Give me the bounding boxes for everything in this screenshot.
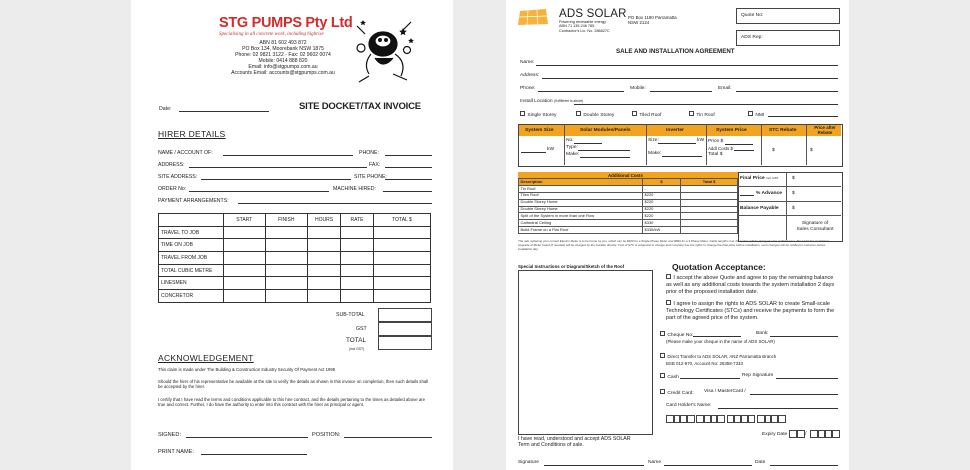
row-label: LINESMEN: [159, 277, 224, 290]
checkbox-icon: [632, 111, 637, 116]
panel-make-label: Make:: [566, 152, 580, 157]
order-no-field[interactable]: [189, 191, 329, 192]
nmi-option[interactable]: NMI: [748, 111, 764, 119]
ads-brand: ADS SOLAR: [559, 8, 627, 20]
nmi-field[interactable]: [768, 116, 838, 117]
table-row[interactable]: [159, 264, 431, 277]
special-instructions-label: Special Instructions or Diagram/Sketch of the Roof: [518, 264, 625, 269]
qa-paragraph-1: I accept the above Quote and agree to pay the remaining balance as well as any additional costs towards the system installation 2 days prior of the proposed installation date.: [666, 275, 835, 295]
bank-label: Bank:: [756, 331, 769, 336]
panel-no-label: No:: [566, 138, 574, 143]
table-header-cell: FINISH: [265, 214, 307, 227]
bottom-name-field[interactable]: [664, 465, 752, 466]
phone-label: Phone:: [520, 86, 536, 91]
payment-arrangements-label: PAYMENT ARRANGEMENTS:: [158, 198, 229, 204]
table-row[interactable]: [159, 277, 431, 290]
expiry-separator: /: [805, 431, 807, 437]
inverter-kw-unit: kW: [697, 138, 705, 143]
balance-payable-label: Balance Payable: [740, 206, 779, 211]
cheque-note: (Please make your cheque in the name of ADS SOLAR): [666, 339, 775, 344]
checkbox-icon[interactable]: [666, 274, 671, 279]
terms-acceptance: I have read, understood and accept ADS SOLAR Term and Conditions of sale.: [518, 436, 631, 449]
system-price-header: System Price: [716, 128, 747, 133]
total-label: TOTAL: [346, 337, 367, 344]
name-field[interactable]: [536, 65, 838, 66]
inverter-size-label: Size:: [648, 138, 659, 143]
table-row[interactable]: Cathedral Ceiling $330: [519, 220, 738, 227]
rep-signature-label: Rep Signature: [742, 373, 774, 378]
ads-rep-box[interactable]: [736, 30, 840, 46]
phone-label: PHONE:: [359, 150, 379, 156]
add-header-dollar: $: [643, 179, 681, 186]
addl-costs-field[interactable]: [734, 150, 754, 151]
date-label: Date:: [159, 106, 172, 112]
bank-field[interactable]: [770, 336, 838, 337]
ads-agreement-page: [506, 0, 849, 470]
site-phone-label: SITE PHONE:: [354, 174, 387, 180]
add-costs-header-row: [519, 179, 738, 186]
subtotal-label: SUB-TOTAL: [336, 312, 365, 318]
docket-title: SITE DOCKET/TAX INVOICE: [299, 101, 421, 112]
solar-modules-header: Solar Modules/Panels: [580, 128, 631, 133]
hirer-details-heading: HIRER DETAILS: [158, 129, 226, 139]
table-header-cell: RATE: [341, 214, 374, 227]
fax-field[interactable]: [385, 167, 432, 168]
consultant-signature-label: Signature of Sales Consultant: [796, 221, 834, 232]
site-phone-field[interactable]: [385, 179, 432, 180]
additional-costs-title: Additional Costs: [608, 172, 643, 178]
checkbox-icon[interactable]: [666, 300, 671, 305]
phone-field[interactable]: [538, 91, 624, 92]
kw-unit: kW: [547, 147, 555, 152]
panel-type-label: Type:: [566, 145, 578, 150]
position-field[interactable]: [344, 437, 432, 438]
stc-dollar: $: [772, 148, 775, 153]
fax-label: FAX:: [369, 162, 381, 168]
order-no-label: ORDER No:: [158, 186, 187, 192]
additional-costs-table: [518, 178, 738, 234]
payment-arrangements-field[interactable]: [238, 203, 432, 204]
total-note: (incl GST): [349, 347, 365, 351]
bottom-date-field[interactable]: [770, 465, 838, 466]
row-label: CONCRETOR: [159, 290, 224, 303]
table-row[interactable]: Tilen Roof $220: [519, 192, 738, 199]
row-label: TRAVEL TO JOB: [159, 226, 224, 239]
checkbox-icon: [660, 389, 665, 394]
email-field[interactable]: [736, 91, 838, 92]
table-row[interactable]: Double Storey Home $220: [519, 199, 738, 206]
table-row[interactable]: Tin Roof -: [519, 185, 738, 192]
stg-brand: STG PUMPS Pty Ltd: [219, 15, 353, 31]
table-row[interactable]: [159, 252, 431, 265]
final-price-label: Final Price incl. GST: [740, 176, 779, 181]
storey-option[interactable]: Single Storey: [520, 111, 556, 119]
address-label: Address:: [520, 73, 540, 78]
machine-hired-field[interactable]: [383, 191, 432, 192]
install-location-label: Install Location (if different to above): [520, 99, 584, 104]
mobile-field[interactable]: [650, 91, 712, 92]
card-holder-label: Card Holder's Name:: [666, 403, 712, 408]
checkbox-icon: [576, 111, 581, 116]
inverter-size-field[interactable]: [658, 143, 696, 144]
pct-advance-label: % Advance: [756, 191, 782, 196]
checkbox-icon: [660, 373, 665, 378]
table-header-cell: HOURS: [308, 214, 341, 227]
checkbox-icon: [748, 111, 753, 116]
stg-address-block: ABN 81 602 493 872 PO Box 134, Moorebank NSW 1875 Phone: 02 9821 3122 - Fax: 02 9602 0074 Mobile: 0414 888 820 Email: info@stgpumps.com.au Accounts Email: accounts@stgpumps.com.au: [231, 40, 335, 77]
panel-no-field[interactable]: [574, 143, 602, 144]
final-price-field[interactable]: $: [792, 176, 795, 181]
date-field[interactable]: [179, 111, 269, 112]
gst-label: GST: [356, 326, 367, 332]
signature-label: Signature: [518, 460, 539, 465]
table-row[interactable]: [159, 239, 431, 252]
email-label: Email:: [718, 86, 732, 91]
system-size-header: System Size: [525, 128, 554, 133]
ack-paragraph-3: I certify that I have read the terms and conditions applicable to this hire contract, and the details pertaining to the times as detailed above are true and correct. Further, I do have the authority to enter into this contract with the hirer as principal or agent.: [158, 397, 426, 408]
bottom-name-label: Name: [648, 460, 662, 465]
addl-costs-label: Addl Costs $: [708, 145, 733, 151]
hire-times-table: [158, 213, 431, 303]
checkbox-icon: [689, 111, 694, 116]
gst-field[interactable]: [378, 322, 432, 336]
row-label: TRAVEL FROM JOB: [159, 252, 224, 265]
card-digit-box[interactable]: [716, 415, 725, 423]
subtotal-field[interactable]: [378, 308, 432, 322]
checkbox-icon: [660, 331, 665, 336]
signature-field[interactable]: [544, 465, 644, 466]
ack-paragraph-2: Should the hirer of his representative be available at the site to verify the details as shown in this invoice on completion, then such details shall be accepted by the hirer.: [158, 379, 429, 390]
row-label: TOTAL CUBIC METRE: [159, 264, 224, 277]
balance-payable-field[interactable]: $: [792, 206, 795, 211]
panel-make-field[interactable]: [580, 157, 630, 158]
inverter-make-field[interactable]: [662, 156, 702, 157]
name-label: Name:: [520, 60, 535, 65]
total-field[interactable]: [378, 336, 432, 350]
site-address-label: SITE ADDRESS:: [158, 174, 198, 180]
bottom-date-label: Date: [755, 460, 766, 465]
card-digit-box[interactable]: [747, 415, 756, 423]
storey-option[interactable]: Double Storey: [576, 111, 614, 119]
site-address-field[interactable]: [201, 179, 351, 180]
table-header-cell: TOTAL $: [374, 214, 431, 227]
quote-no-label: Quote No:: [741, 13, 764, 18]
solar-panel-logo-icon: [516, 8, 550, 26]
acknowledgement-heading: ACKNOWLEDGEMENT: [158, 353, 254, 363]
price-after-rebate-header: Price after Rebate: [814, 124, 836, 135]
cash-field[interactable]: [680, 378, 740, 379]
ads-rep-label: ADS Rep:: [741, 35, 763, 40]
advance-amount-field[interactable]: $: [792, 191, 795, 196]
ads-brand-tagline: Powering renewable energy ABN 71 135 246 785 Contractor's Lic. No. 286827C: [559, 20, 610, 33]
card-type-field[interactable]: [750, 394, 838, 395]
address-field[interactable]: [189, 167, 367, 168]
rep-signature-field[interactable]: [776, 378, 838, 379]
cash-option[interactable]: Cash: [660, 373, 679, 381]
stg-mascot-illustration: [353, 14, 419, 84]
signed-label: SIGNED:: [158, 432, 182, 438]
address-label: ADDRESS:: [158, 162, 185, 168]
expiry-box[interactable]: [831, 430, 840, 438]
name-account-field[interactable]: [223, 155, 353, 156]
phone-field[interactable]: [385, 155, 432, 156]
system-total-label: Total $: [708, 152, 723, 157]
position-label: POSITION:: [312, 432, 341, 438]
expiry-label: Expiry Date: [762, 432, 788, 437]
card-digit-box[interactable]: [777, 415, 786, 423]
add-header-total: Total $: [681, 179, 738, 186]
card-holder-field[interactable]: [718, 408, 838, 409]
stg-docket-page: [131, 0, 453, 470]
bank-details: BSB 012-970, Account No: 26358-7333: [666, 361, 743, 366]
expiry-box[interactable]: [796, 430, 805, 438]
address-field[interactable]: [542, 78, 838, 79]
inverter-header: Inverter: [666, 128, 684, 133]
after-rebate-dollar: $: [810, 148, 813, 153]
credit-card-option[interactable]: Credit Card:: [660, 389, 694, 397]
checkbox-icon: [520, 111, 525, 116]
quote-no-box[interactable]: [736, 8, 840, 24]
qa-paragraph-2: I agree to assign the rights to ADS SOLAR to create Small-scale Technology Certificates (STCs) and receive the payments to form the part of the agreed price of the system.: [666, 301, 835, 321]
signed-field[interactable]: [186, 437, 308, 438]
card-type-label: Visa / MasterCard /: [704, 389, 746, 394]
roof-option[interactable]: Tin Roof: [689, 111, 715, 119]
special-instructions-box[interactable]: [518, 270, 653, 435]
table-row[interactable]: Split of the System in more than one Row $220: [519, 213, 738, 220]
quotation-acceptance-heading: Quotation Acceptance:: [672, 262, 766, 272]
ads-address: PO Box 1190 Parramatta NSW 2124: [628, 15, 677, 26]
panel-type-field[interactable]: [578, 150, 630, 151]
machine-hired-label: MACHINE HIRED:: [333, 186, 376, 192]
pct-advance-field[interactable]: [740, 195, 754, 196]
add-header-description: Description: [519, 179, 643, 186]
inverter-make-label: Make:: [648, 151, 662, 156]
table-row[interactable]: Double Storey Home $220: [519, 206, 738, 213]
table-row[interactable]: Build Frame on a Flat Roof $335/kW: [519, 227, 738, 234]
system-size-field[interactable]: [521, 152, 546, 153]
mobile-label: Mobile:: [630, 86, 646, 91]
print-name-label: PRINT NAME:: [158, 449, 194, 455]
install-location-field[interactable]: [574, 104, 838, 105]
table-header-cell: START: [224, 214, 266, 227]
stg-tagline: Specialising in all concrete work, including highrise: [219, 32, 324, 37]
cheque-option[interactable]: Cheque No:: [660, 331, 694, 339]
cheque-no-field[interactable]: [693, 336, 741, 337]
name-account-label: NAME / ACCOUNT OF:: [158, 150, 213, 156]
ack-paragraph-1: This claim is made under The Building & Construction Industry Security Of Payment Act 1999: [158, 367, 336, 372]
stc-rebate-header: STC Rebate: [769, 128, 797, 133]
table-header-cell: [159, 214, 224, 227]
direct-transfer-option[interactable]: Direct Transfer to ADS SOLAR, ANZ Parramatta Branch: [660, 353, 776, 360]
table-row[interactable]: [159, 290, 431, 303]
row-label: TIME ON JOB: [159, 239, 224, 252]
table-row[interactable]: [159, 226, 431, 239]
fine-print: The rate replacing your current Electric Meter is to be borne by you, which can be $400 for a Single Phase Meter and $800 for a 3 Phase Meter. Cable lengths over 20 metres will be charged extra at $10/meter. The Valid For installation. Upgrade of Meter board (if needed) will be charged by the installer directly. Cost of STC is subjected to change and company has the rights to change the final price before installation, such changes will be notified to customer before installation day.: [518, 239, 830, 251]
price-label: Price $: [708, 139, 724, 144]
print-name-field[interactable]: [201, 454, 307, 455]
agreement-title: SALE AND INSTALLATION AGREEMENT: [616, 48, 735, 55]
checkbox-icon: [660, 353, 665, 358]
table-header-row: [159, 214, 431, 227]
roof-option[interactable]: Tiled Roof: [632, 111, 662, 119]
card-digit-box[interactable]: [686, 415, 695, 423]
